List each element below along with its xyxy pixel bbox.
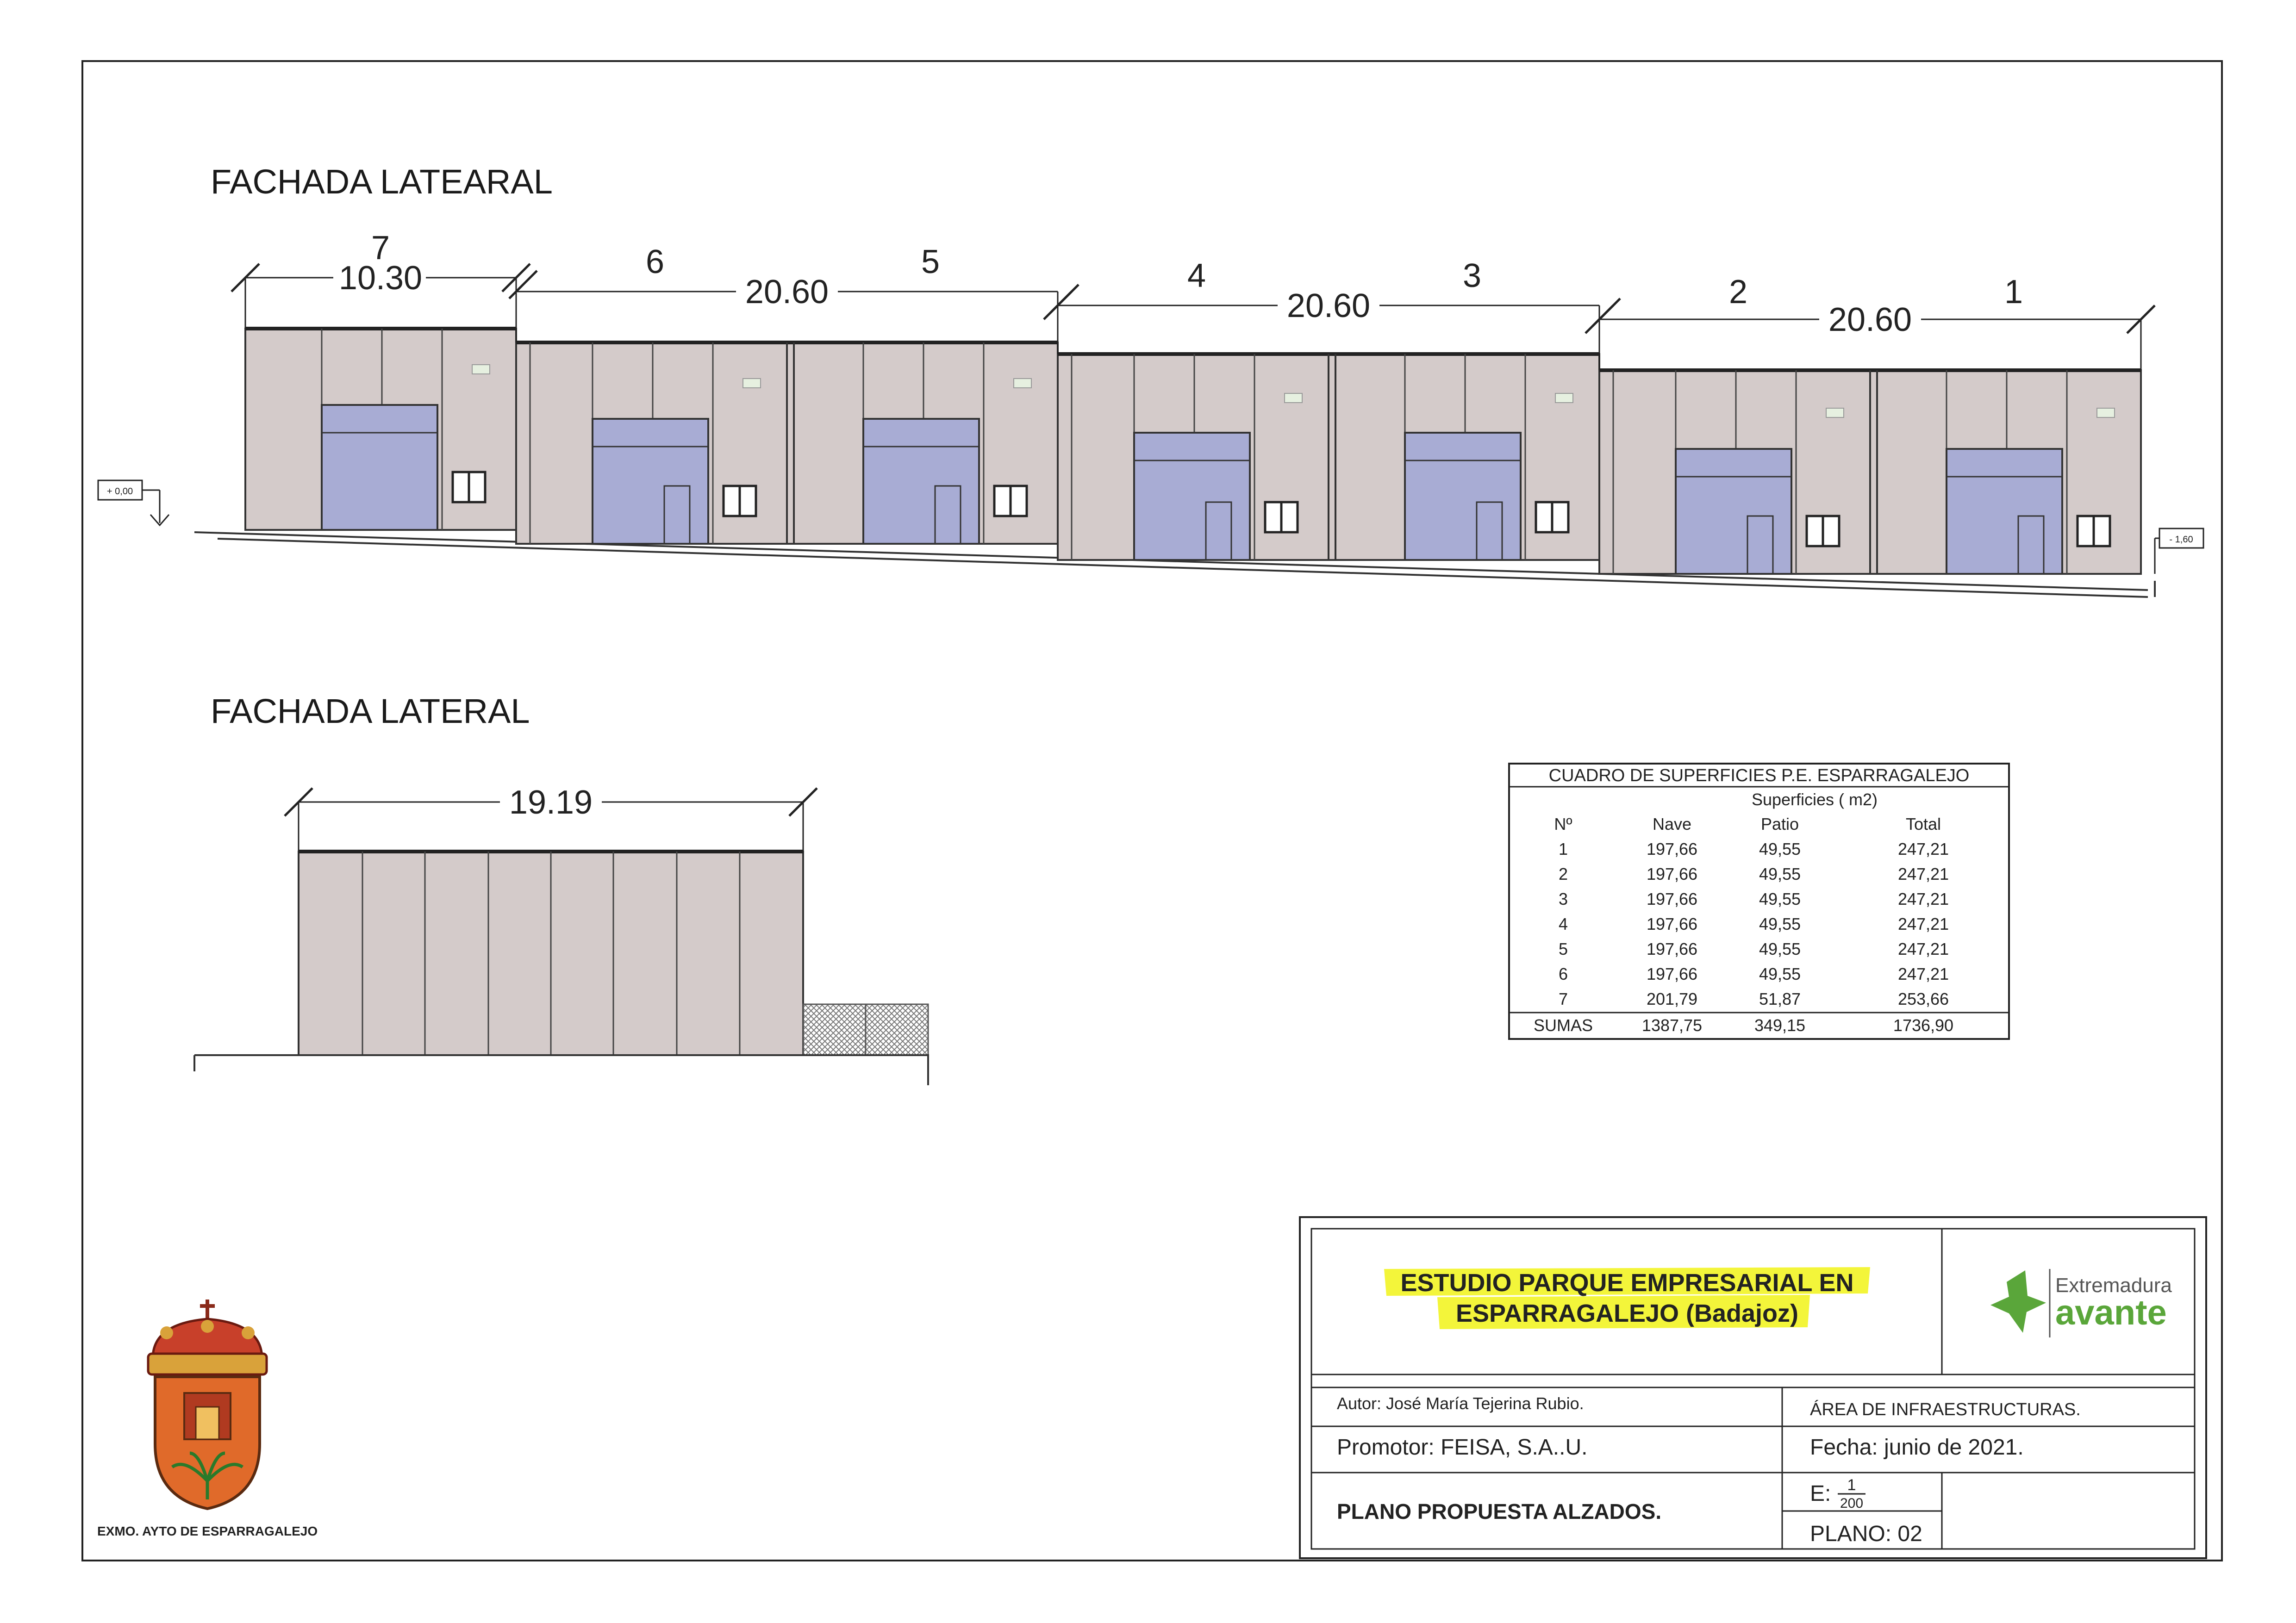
table-header-cell: Total	[1905, 815, 1941, 833]
elevation-main-title: FACHADA LATEARAL	[211, 162, 553, 201]
sign-plate	[743, 379, 761, 388]
table-cell: 4	[1558, 914, 1568, 933]
table-cell: 247,21	[1897, 839, 1949, 858]
table-cell: 7	[1558, 989, 1568, 1008]
table-cell: 247,21	[1897, 939, 1949, 958]
table-cell: 253,66	[1897, 989, 1949, 1008]
table-cell: 197,66	[1646, 939, 1698, 958]
unit-number: 1	[2004, 274, 2023, 311]
date-label: Fecha: junio de 2021.	[1810, 1435, 2024, 1460]
table-cell: 247,21	[1897, 864, 1949, 883]
project-title: ESTUDIO PARQUE EMPRESARIAL EN	[1400, 1269, 1854, 1297]
scale-numerator: 1	[1847, 1476, 1856, 1494]
table-cell: 49,55	[1759, 839, 1801, 858]
table-cell: 1	[1558, 839, 1568, 858]
elevation-side-title: FACHADA LATERAL	[211, 692, 530, 730]
unit-number: 5	[921, 243, 940, 280]
table-cell: 197,66	[1646, 964, 1698, 983]
table-cell: SUMAS	[1533, 1016, 1593, 1035]
table-cell: 49,55	[1759, 889, 1801, 908]
coat-of-arms-caption: EXMO. AYTO DE ESPARRAGALEJO	[97, 1524, 318, 1538]
sign-plate	[1826, 408, 1844, 417]
table-cell: 247,21	[1897, 964, 1949, 983]
area-label: ÁREA DE INFRAESTRUCTURAS.	[1810, 1400, 2081, 1419]
table-cell: 247,21	[1897, 889, 1949, 908]
building-unit-7	[245, 329, 516, 530]
unit-number: 3	[1462, 257, 1482, 294]
table-cell: 349,15	[1754, 1016, 1806, 1035]
table-cell: 247,21	[1897, 914, 1949, 933]
garage-door	[1676, 449, 1791, 574]
table-subheader: Superficies ( m2)	[1751, 790, 1878, 809]
side-building	[299, 852, 928, 1055]
promoter-label: Promotor: FEISA, S.A..U.	[1337, 1435, 1588, 1460]
svg-text:+ 0,00: + 0,00	[106, 486, 133, 497]
sign-plate	[1555, 393, 1573, 403]
sign-plate	[2097, 408, 2115, 417]
garage-door	[1947, 449, 2062, 574]
building-unit-6-5	[516, 342, 1058, 544]
scale-label: E:	[1810, 1481, 1831, 1506]
table-cell: 49,55	[1759, 964, 1801, 983]
garage-door	[593, 419, 708, 544]
unit-number: 6	[645, 243, 665, 280]
plan-title: PLANO PROPUESTA ALZADOS.	[1337, 1499, 1662, 1524]
dimension-label: 10.30	[338, 260, 423, 297]
sign-plate	[1014, 379, 1031, 388]
surface-table	[1509, 764, 2009, 1039]
table-header-cell: Nave	[1652, 815, 1692, 833]
table-header-cell: Patio	[1760, 815, 1799, 833]
level-marker-left	[98, 480, 169, 525]
scale-denominator: 200	[1840, 1496, 1864, 1511]
plan-number: PLANO: 02	[1810, 1522, 1922, 1546]
garage-door	[863, 419, 979, 544]
table-title: CUADRO DE SUPERFICIES P.E. ESPARRAGALEJO	[1548, 766, 1970, 785]
coat-of-arms	[148, 1300, 267, 1509]
dimension-label: 20.60	[1286, 287, 1371, 324]
table-cell: 201,79	[1646, 989, 1698, 1008]
table-cell: 197,66	[1646, 889, 1698, 908]
level-marker-right	[2155, 529, 2203, 574]
unit-number: 7	[371, 230, 390, 267]
table-cell: 197,66	[1646, 839, 1698, 858]
side-ground-line	[194, 1055, 928, 1085]
logo-text-bottom: avante	[2055, 1293, 2167, 1332]
garage-door	[1134, 433, 1250, 560]
project-title: ESPARRAGALEJO (Badajoz)	[1455, 1300, 1799, 1327]
building-unit-2-1	[1599, 370, 2141, 574]
author-label: Autor: José María Tejerina Rubio.	[1337, 1394, 1584, 1413]
table-cell: 6	[1558, 964, 1568, 983]
table-cell: 51,87	[1759, 989, 1801, 1008]
dimension-label: 20.60	[745, 274, 829, 311]
table-cell: 197,66	[1646, 914, 1698, 933]
table-cell: 3	[1558, 889, 1568, 908]
sign-plate	[472, 365, 490, 374]
svg-text:- 1,60: - 1,60	[2169, 535, 2193, 545]
table-cell: 5	[1558, 939, 1568, 958]
table-cell: 197,66	[1646, 864, 1698, 883]
dimension-label: 19.19	[509, 784, 593, 821]
avante-logo	[1990, 1269, 2172, 1337]
table-cell: 2	[1558, 864, 1568, 883]
table-cell: 49,55	[1759, 914, 1801, 933]
unit-number: 2	[1728, 274, 1748, 311]
dimension-label: 20.60	[1828, 301, 1912, 338]
table-header-cell: Nº	[1554, 815, 1572, 833]
sign-plate	[1285, 393, 1302, 403]
table-cell: 49,55	[1759, 939, 1801, 958]
garage-door	[1405, 433, 1521, 560]
table-cell: 1387,75	[1641, 1016, 1703, 1035]
building-unit-4-3	[1058, 354, 1599, 560]
unit-number: 4	[1187, 257, 1206, 294]
garage-door	[322, 405, 437, 530]
logo-text-top: Extremadura	[2055, 1274, 2172, 1297]
table-cell: 49,55	[1759, 864, 1801, 883]
table-cell: 1736,90	[1893, 1016, 1954, 1035]
